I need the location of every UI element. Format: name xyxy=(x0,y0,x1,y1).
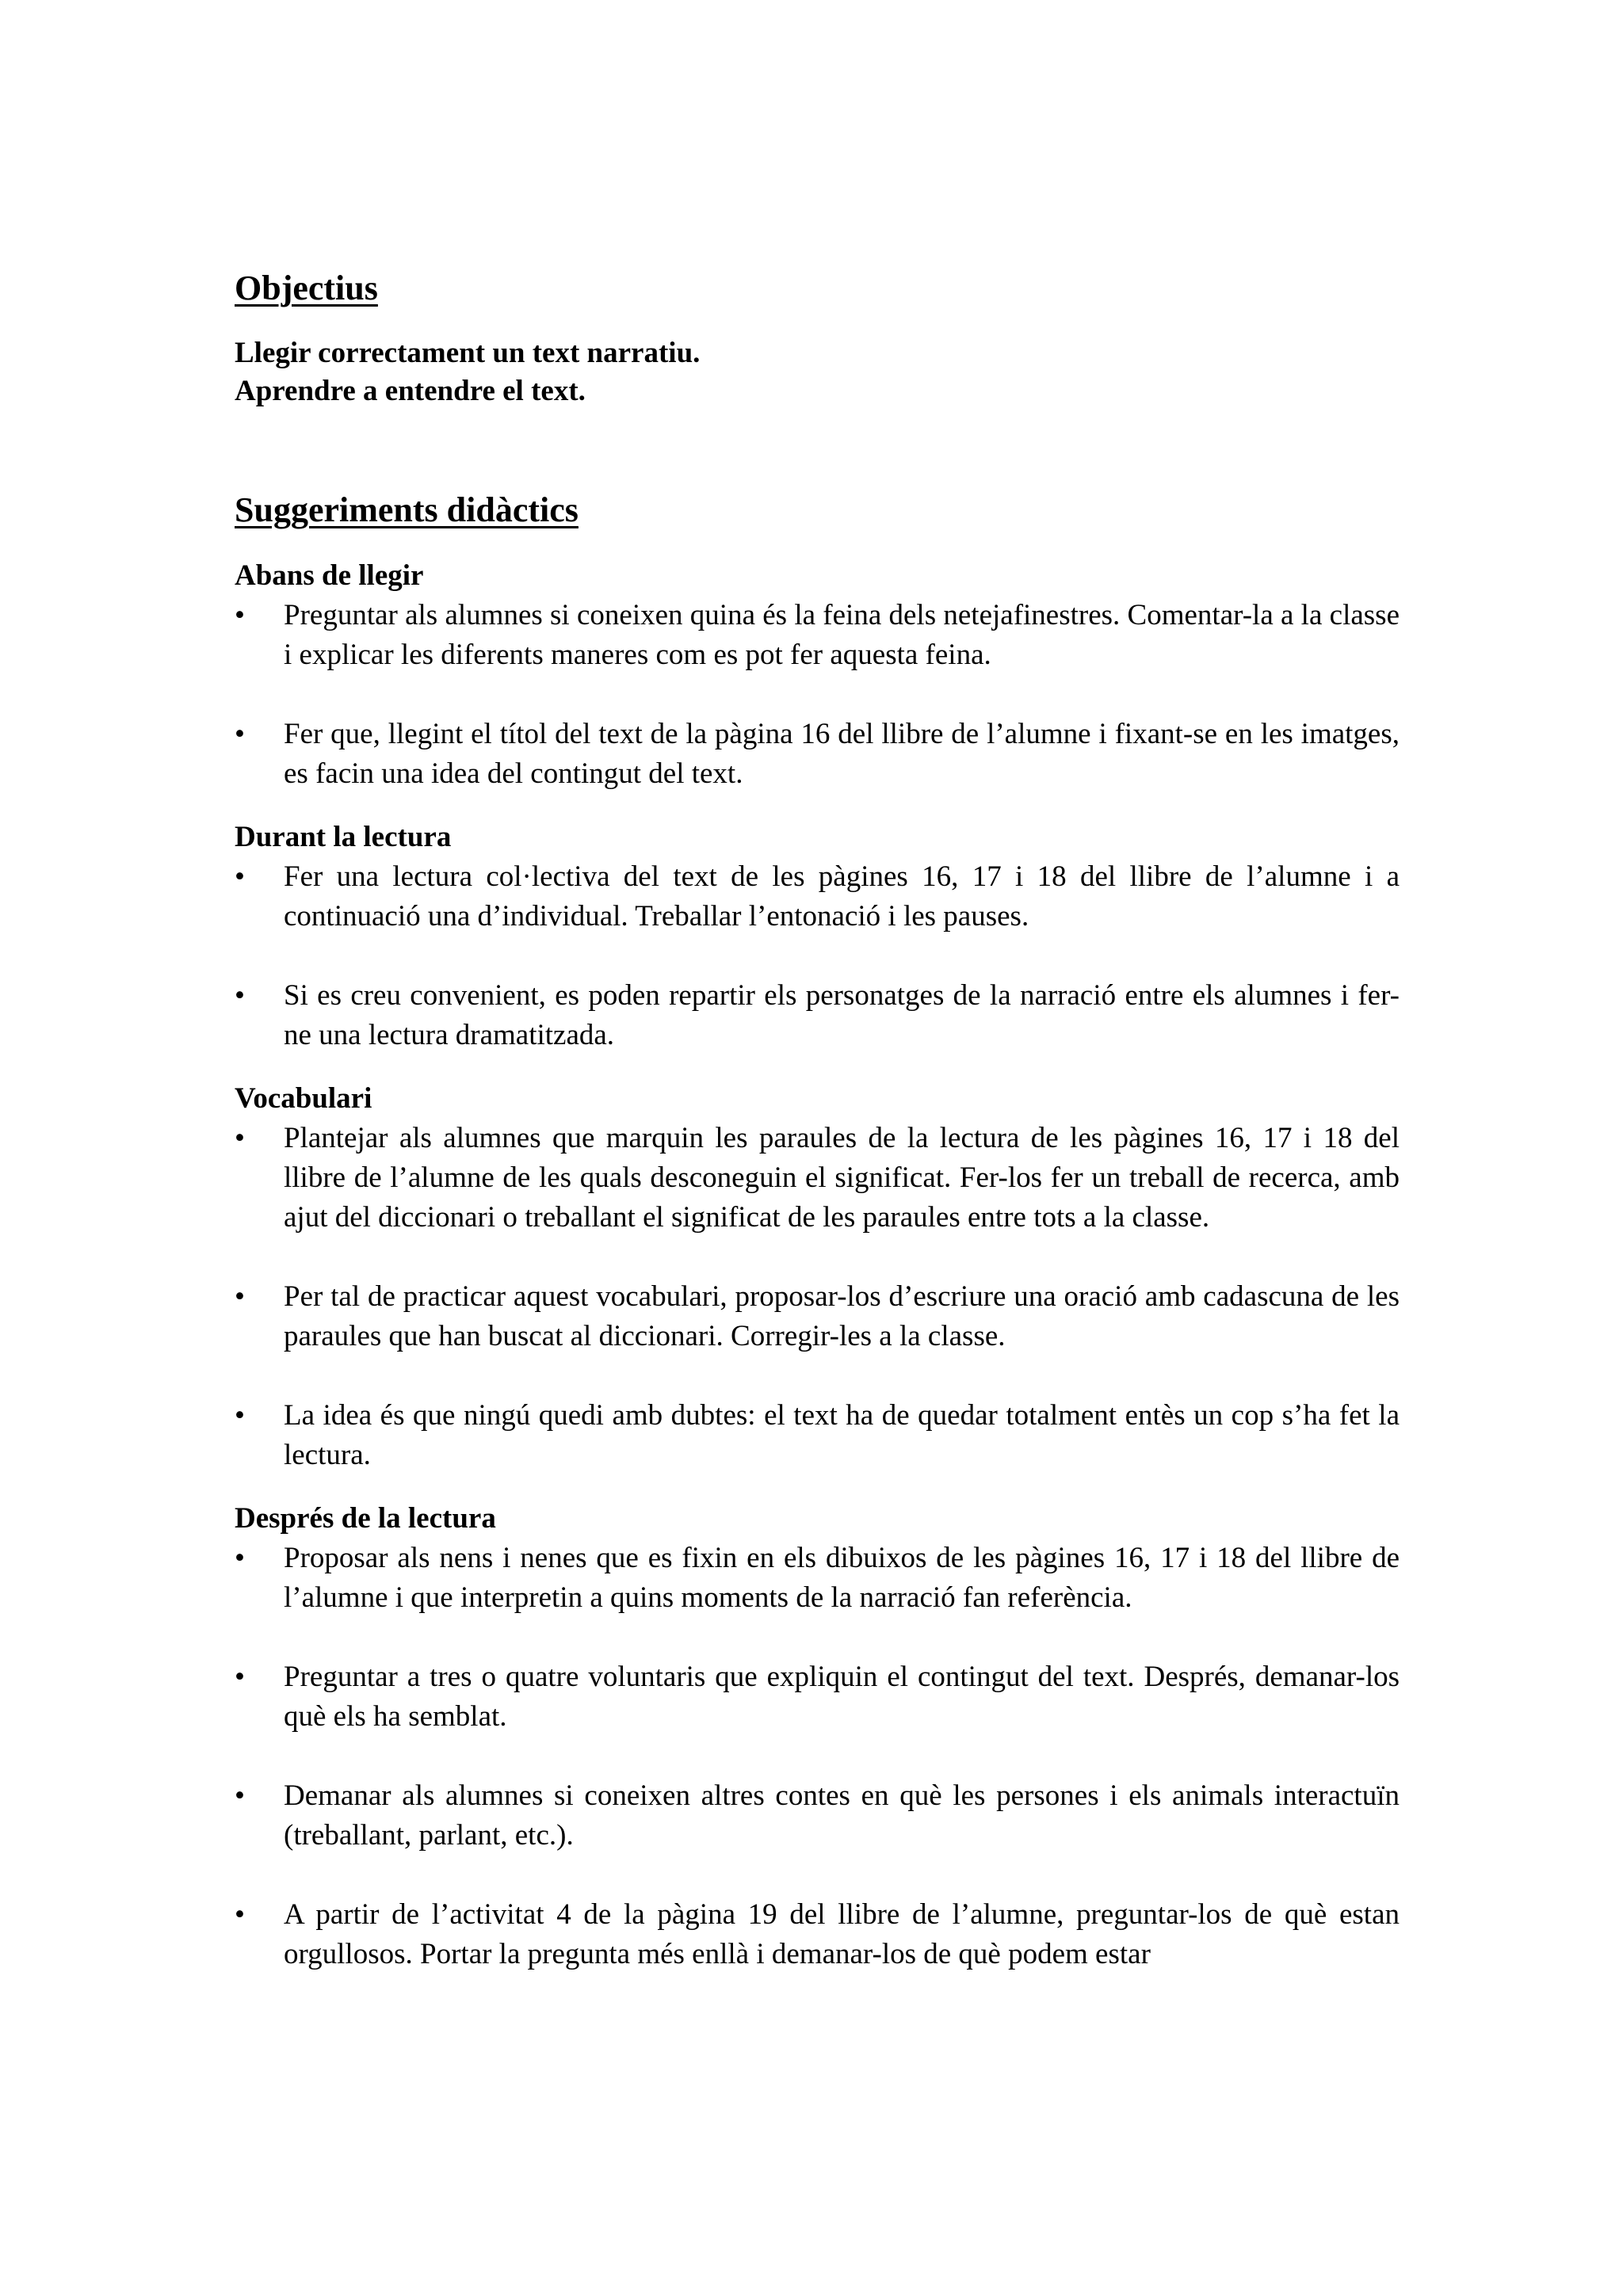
bullet-icon: • xyxy=(235,1542,245,1574)
bullet-icon: • xyxy=(235,718,245,750)
bullet-list xyxy=(235,1119,1400,1475)
objective-line: Llegir correctament un text narratiu. xyxy=(235,337,701,369)
bullet-icon: • xyxy=(235,1280,245,1313)
objective-line: Aprendre a entendre el text. xyxy=(235,375,586,407)
list-item-text: Plantejar als alumnes que marquin les paraules de la lectura de les pàgines 16, 17 i 18 del llibre de l’alumne de les quals desconeguin el significat. Fer-los fer un treball de recerca, amb ajut del diccionari o treballant el significat de les paraules entre tots a la classe. xyxy=(284,1122,1400,1234)
section-durant-la-lectura xyxy=(235,818,1400,1055)
list-item-text: Preguntar a tres o quatre voluntaris que expliquin el contingut del text. Després, demanar-los què els ha semblat. xyxy=(284,1661,1400,1733)
list-item xyxy=(235,596,1400,675)
bullet-list xyxy=(235,1539,1400,1974)
list-item xyxy=(235,1895,1400,1974)
list-item xyxy=(235,715,1400,794)
section-despres-de-la-lectura xyxy=(235,1499,1400,1974)
objectius-heading: Objectius xyxy=(235,269,378,307)
list-item-text: Si es creu convenient, es poden repartir els personatges de la narració entre els alumnes i fer-ne una lectura dramatitzada. xyxy=(284,979,1400,1051)
bullet-icon: • xyxy=(235,1122,245,1154)
bullet-icon: • xyxy=(235,599,245,631)
section-heading: Durant la lectura xyxy=(235,821,452,853)
list-item xyxy=(235,1277,1400,1356)
list-item-text: Proposar als nens i nenes que es fixin en els dibuixos de les pàgines 16, 17 i 18 del llibre de l’alumne i que interpretin a quins moments de la narració fan referència. xyxy=(284,1542,1400,1614)
list-item xyxy=(235,1119,1400,1238)
list-item xyxy=(235,976,1400,1055)
list-item-text: A partir de l’activitat 4 de la pàgina 19 del llibre de l’alumne, preguntar-los de què estan orgullosos. Portar la pregunta més enllà i demanar-los de què podem estar xyxy=(284,1898,1400,1970)
list-item xyxy=(235,1657,1400,1737)
list-item-text: Fer que, llegint el títol del text de la pàgina 16 del llibre de l’alumne i fixant-se en les imatges, es facin una idea del contingut del text. xyxy=(284,718,1400,790)
list-item xyxy=(235,857,1400,936)
section-heading: Vocabulari xyxy=(235,1082,372,1115)
bullet-icon: • xyxy=(235,1661,245,1693)
bullet-icon: • xyxy=(235,860,245,893)
suggeriments-heading: Suggeriments didàctics xyxy=(235,490,579,529)
list-item xyxy=(235,1396,1400,1475)
list-item-text: Per tal de practicar aquest vocabulari, proposar-los d’escriure una oració amb cadascuna de les paraules que han buscat al diccionari. Corregir-les a la classe. xyxy=(284,1280,1400,1352)
section-vocabulari xyxy=(235,1079,1400,1475)
bullet-list xyxy=(235,857,1400,1055)
list-item-text: Preguntar als alumnes si coneixen quina és la feina dels netejafinestres. Comentar-la a la classe i explicar les diferents maneres com es pot fer aquesta feina. xyxy=(284,599,1400,671)
list-item-text: Demanar als alumnes si coneixen altres contes en què les persones i els animals interactuïn (treballant, parlant, etc.). xyxy=(284,1779,1400,1852)
section-heading: Abans de llegir xyxy=(235,559,424,592)
bullet-icon: • xyxy=(235,979,245,1012)
bullet-icon: • xyxy=(235,1779,245,1812)
list-item-text: Fer una lectura col·lectiva del text de les pàgines 16, 17 i 18 del llibre de l’alumne i a continuació una d’individual. Treballar l’entonació i les pauses. xyxy=(284,860,1400,933)
bullet-icon: • xyxy=(235,1898,245,1931)
document-page xyxy=(235,266,1400,1998)
section-abans-de-llegir xyxy=(235,556,1400,794)
list-item xyxy=(235,1539,1400,1618)
bullet-icon: • xyxy=(235,1399,245,1432)
list-item xyxy=(235,1776,1400,1855)
list-item-text: La idea és que ningú quedi amb dubtes: el text ha de quedar totalment entès un cop s’ha fet la lectura. xyxy=(284,1399,1400,1471)
bullet-list xyxy=(235,596,1400,794)
section-heading: Després de la lectura xyxy=(235,1502,496,1535)
